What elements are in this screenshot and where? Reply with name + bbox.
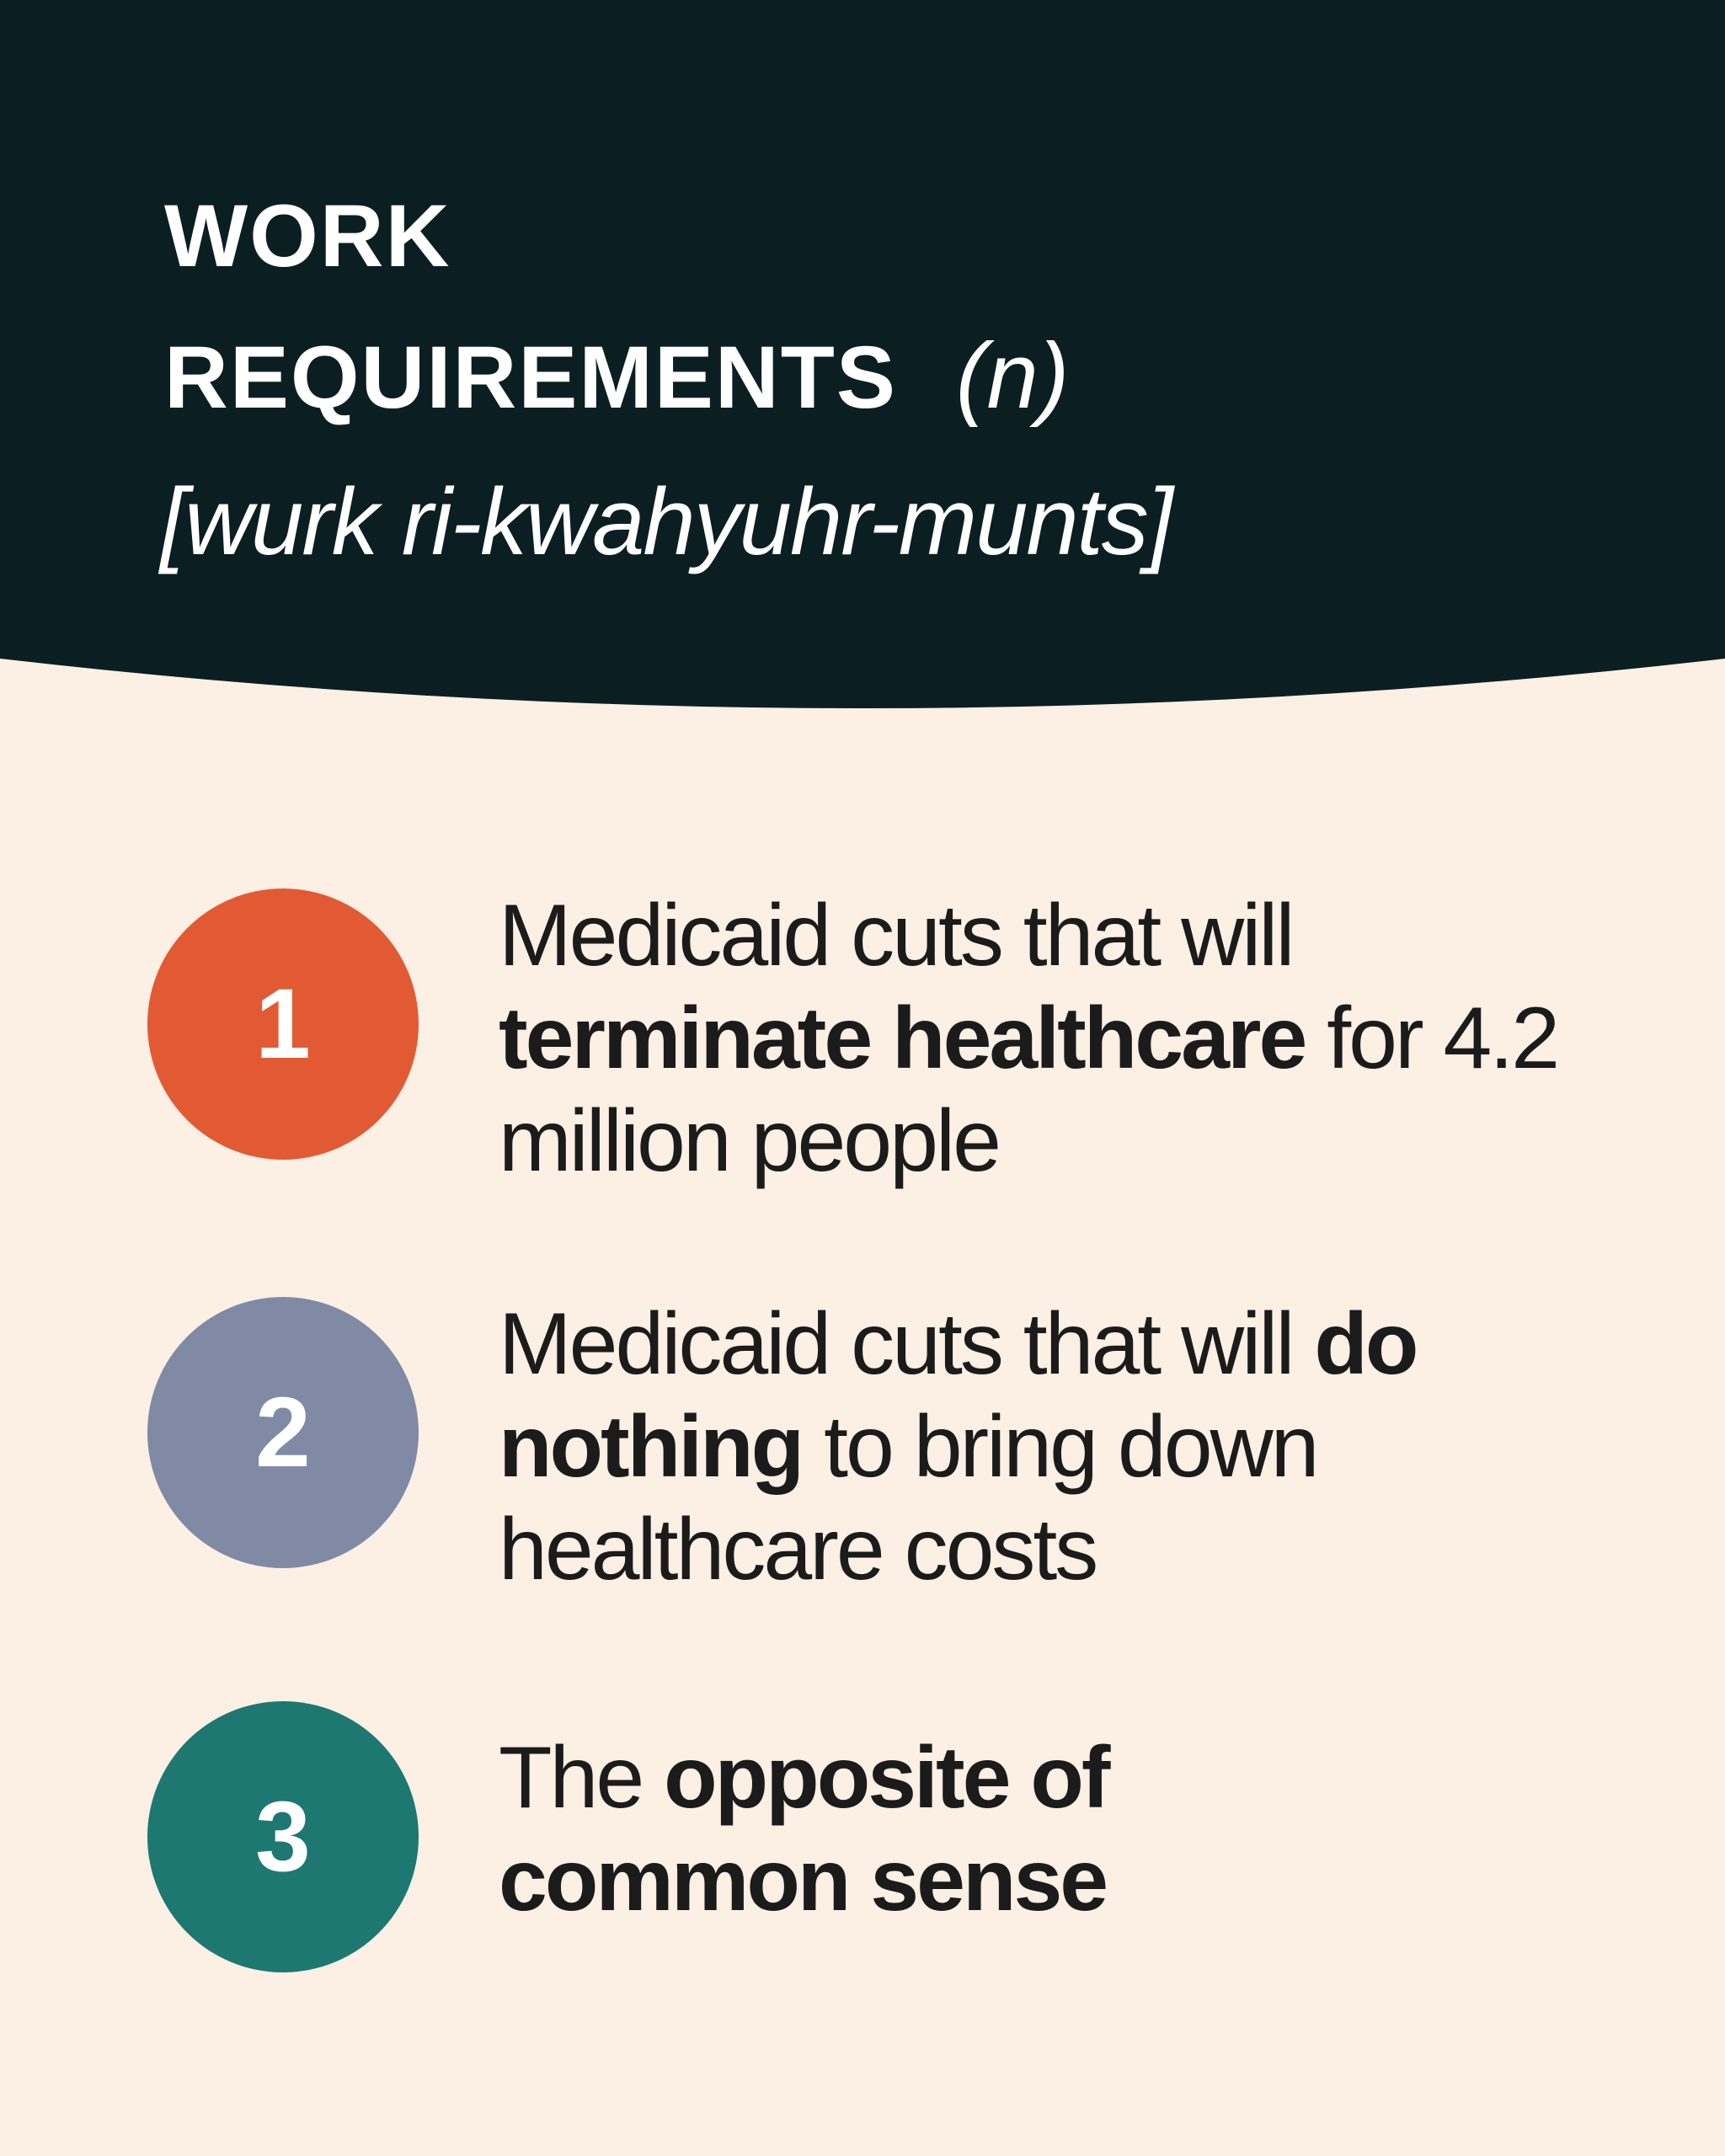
page-title	[164, 152, 1069, 447]
item-text-emphasis: opposite of common sense	[499, 1729, 1108, 1929]
item-text-part: for 4.2 million people	[499, 990, 1558, 1190]
number-badge-1	[147, 889, 419, 1160]
list-item-text	[499, 1726, 1341, 1932]
title-line-1: work	[164, 152, 451, 293]
item-text-part: to bring down healthcare costs	[499, 1398, 1317, 1598]
list-item-text	[499, 884, 1678, 1193]
pronunciation: [wurk ri-kwahyuhr-munts]	[160, 469, 1172, 574]
title-word-requirements: requirements	[164, 293, 897, 435]
number-badge-2	[147, 1297, 419, 1568]
item-text-emphasis: do nothing	[499, 1295, 1417, 1496]
badge-number: 3	[255, 1781, 311, 1892]
list-item-3	[0, 1701, 1725, 1979]
part-of-speech: (n)	[955, 324, 1070, 428]
item-text-part: Medicaid cuts that will	[499, 1295, 1315, 1393]
item-text-emphasis: terminate healthcare	[499, 990, 1306, 1087]
badge-number: 1	[255, 969, 311, 1080]
title-line-2	[164, 293, 1069, 447]
item-text-part: Medicaid cuts that will	[499, 887, 1293, 985]
number-badge-3	[147, 1701, 419, 1972]
list-item-1	[0, 884, 1725, 1190]
item-text-part: The	[499, 1729, 665, 1827]
badge-number: 2	[255, 1377, 311, 1488]
list-item-text	[499, 1293, 1678, 1601]
list-item-2	[0, 1293, 1725, 1598]
